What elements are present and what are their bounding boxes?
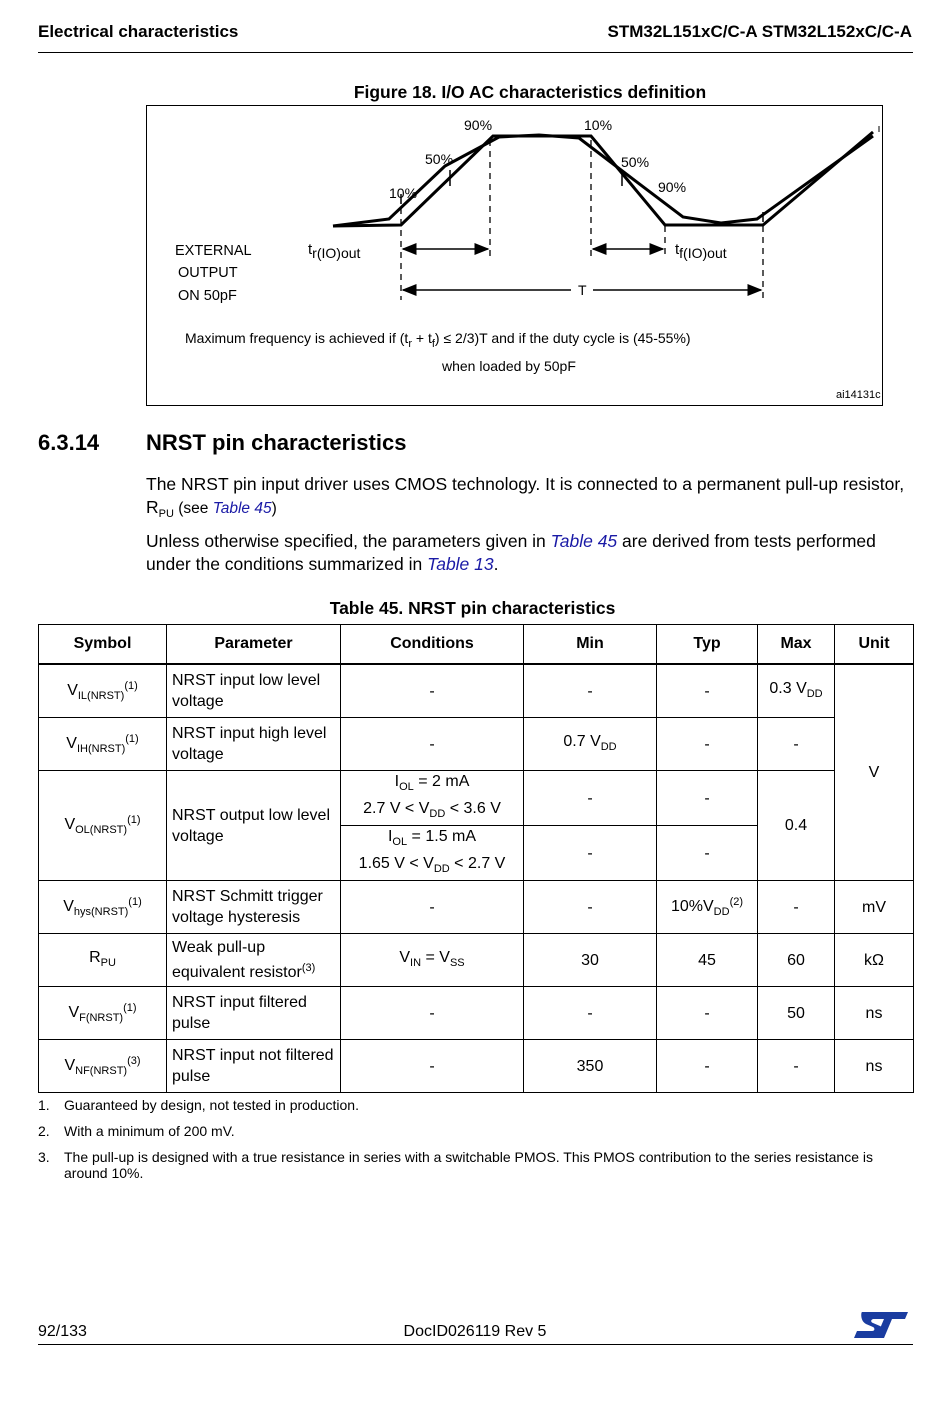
cell-typ: - (657, 664, 758, 718)
label-period: T (578, 282, 587, 298)
cell-parameter: NRST input filtered pulse (167, 987, 341, 1040)
link-table-13[interactable]: Table 13 (427, 554, 494, 574)
label-rise-50: 50% (425, 151, 454, 167)
header-conditions: Conditions (341, 625, 524, 665)
table-row (39, 718, 914, 771)
table-row (39, 881, 914, 934)
footer-doc-id: DocID026119 Rev 5 (403, 1323, 547, 1340)
cell-conditions: - (341, 881, 524, 934)
cell-min: 30 (524, 934, 657, 987)
cell-typ: - (657, 826, 758, 881)
label-max-frequency: Maximum frequency is achieved if $(t_r + t_f) \le 2/3)T$ and if the duty cycle is (45-55%) (185, 330, 691, 350)
cell-typ: $10\%V_{DD}^{(2)}$ (657, 881, 758, 934)
label-rise-10: 10% (389, 185, 418, 201)
cell-symbol: $V_{F(NRST)}^{(1)}$ (39, 987, 167, 1040)
label-tr: tr(IO)out (308, 241, 361, 261)
link-table-45-b[interactable]: Table 45 (550, 531, 618, 551)
note-item: 2. With a minimum of 200 mV. (38, 1123, 235, 1139)
header-rule (38, 52, 913, 53)
cell-parameter: NRST input high level voltage (167, 718, 341, 771)
cell-parameter: Weak pull-up equivalent resistor$^{(3)}$ (167, 934, 341, 987)
cell-symbol: $R_{PU}$ (39, 934, 167, 987)
cell-parameter: NRST output low level voltage (167, 771, 341, 881)
cell-unit: ns (835, 987, 914, 1040)
cell-typ: - (657, 1040, 758, 1093)
cell-symbol: $V_{hys(NRST)}^{(1)}$ (39, 881, 167, 934)
figure-code: ai14131c (836, 389, 881, 401)
cell-unit: kΩ (835, 934, 914, 987)
cell-conditions: - (341, 718, 524, 771)
table-row (39, 771, 914, 826)
table-row (39, 987, 914, 1040)
cell-max: - (758, 881, 835, 934)
cell-symbol: $V_{IL(NRST)}^{(1)}$ (39, 664, 167, 718)
cell-unit: ns (835, 1040, 914, 1093)
cell-min: - (524, 881, 657, 934)
cell-typ: - (657, 718, 758, 771)
cell-parameter: NRST input not filtered pulse (167, 1040, 341, 1093)
label-fall-10: 10% (584, 117, 613, 133)
label-on-50pf: ON 50pF (178, 288, 237, 304)
table-row (39, 1040, 914, 1093)
table-notes (38, 1097, 908, 1191)
cell-conditions: - (341, 1040, 524, 1093)
table-row (39, 934, 914, 987)
cell-min: - (524, 826, 657, 881)
header-section-title: Electrical characteristics (38, 22, 239, 41)
label-loaded: when loaded by 50pF (442, 358, 576, 374)
label-rise-90: 90% (464, 117, 493, 133)
label-output: OUTPUT (178, 265, 238, 281)
cell-conditions: - (341, 987, 524, 1040)
header-typ: Typ (657, 625, 758, 665)
header-max: Max (758, 625, 835, 665)
footer-page-number: 92/133 (38, 1323, 87, 1340)
cell-max: - (758, 1040, 835, 1093)
cell-min: 350 (524, 1040, 657, 1093)
paragraph-conditions: Unless otherwise specified, the parameters given in Table 45 are derived from tests performed under the conditions summarized in Table 13. (146, 531, 876, 574)
cell-max: 50 (758, 987, 835, 1040)
cell-min: - (524, 664, 657, 718)
io-ac-waveform-diagram (147, 106, 884, 407)
section-title: NRST pin characteristics (146, 430, 407, 455)
note-item: 3. The pull-up is designed with a true resistance in series with a switchable PMOS. This PMOS contribution to the series resistance is around 10%. (38, 1149, 873, 1181)
cell-parameter: NRST Schmitt trigger voltage hysteresis (167, 881, 341, 934)
cell-min: - (524, 771, 657, 826)
header-symbol: Symbol (39, 625, 167, 665)
st-logo-icon (852, 1310, 910, 1345)
cell-symbol: $V_{IH(NRST)}^{(1)}$ (39, 718, 167, 771)
label-fall-90: 90% (658, 179, 687, 195)
cell-typ: - (657, 771, 758, 826)
paragraph-intro: The NRST pin input driver uses CMOS technology. It is connected to a permanent pull-up resistor, $R_{PU}$ (see Table 45) (146, 474, 905, 520)
cell-symbol: $V_{OL(NRST)}^{(1)}$ (39, 771, 167, 881)
table-row (39, 664, 914, 718)
header-min: Min (524, 625, 657, 665)
waveform-ideal (333, 132, 873, 226)
label-external: EXTERNAL (175, 243, 252, 259)
header-unit: Unit (835, 625, 914, 665)
footer-rule (38, 1344, 913, 1345)
cell-typ: 45 (657, 934, 758, 987)
cell-parameter: NRST input low level voltage (167, 664, 341, 718)
cell-unit: mV (835, 881, 914, 934)
cell-min: 0.7 $V_{DD}$ (524, 718, 657, 771)
figure-box (146, 105, 883, 406)
cell-conditions: $V_{IN} = V_{SS}$ (341, 934, 524, 987)
nrst-characteristics-table (38, 624, 914, 1093)
cell-conditions: $I_{OL} = 2$ mA 2.7 $V < V_{DD} < 3.6$ V (341, 771, 524, 826)
cell-min: - (524, 987, 657, 1040)
section-number: 6.3.14 (38, 430, 100, 455)
cell-max: 0.4 (758, 771, 835, 881)
note-item: 1. Guaranteed by design, not tested in production. (38, 1097, 359, 1113)
cell-max: - (758, 718, 835, 771)
label-tf: tf(IO)out (675, 241, 727, 261)
cell-conditions: - (341, 664, 524, 718)
header-part-number: STM32L151xC/C-A STM32L152xC/C-A (607, 22, 912, 41)
cell-typ: - (657, 987, 758, 1040)
cell-unit-v: V (835, 664, 914, 881)
label-fall-50: 50% (621, 154, 650, 170)
table-title: Table 45. NRST pin characteristics (329, 598, 616, 618)
cell-conditions: $I_{OL} = 1.5$ mA 1.65 $V < V_{DD} < 2.7$ V (341, 826, 524, 881)
cell-symbol: $V_{NF(NRST)}^{(3)}$ (39, 1040, 167, 1093)
table-header-row (39, 625, 914, 665)
figure-title: Figure 18. I/O AC characteristics definition (353, 82, 707, 102)
cell-max: 60 (758, 934, 835, 987)
link-table-45[interactable]: Table 45 (212, 500, 272, 517)
header-parameter: Parameter (167, 625, 341, 665)
cell-max: 0.3 $V_{DD}$ (758, 664, 835, 718)
